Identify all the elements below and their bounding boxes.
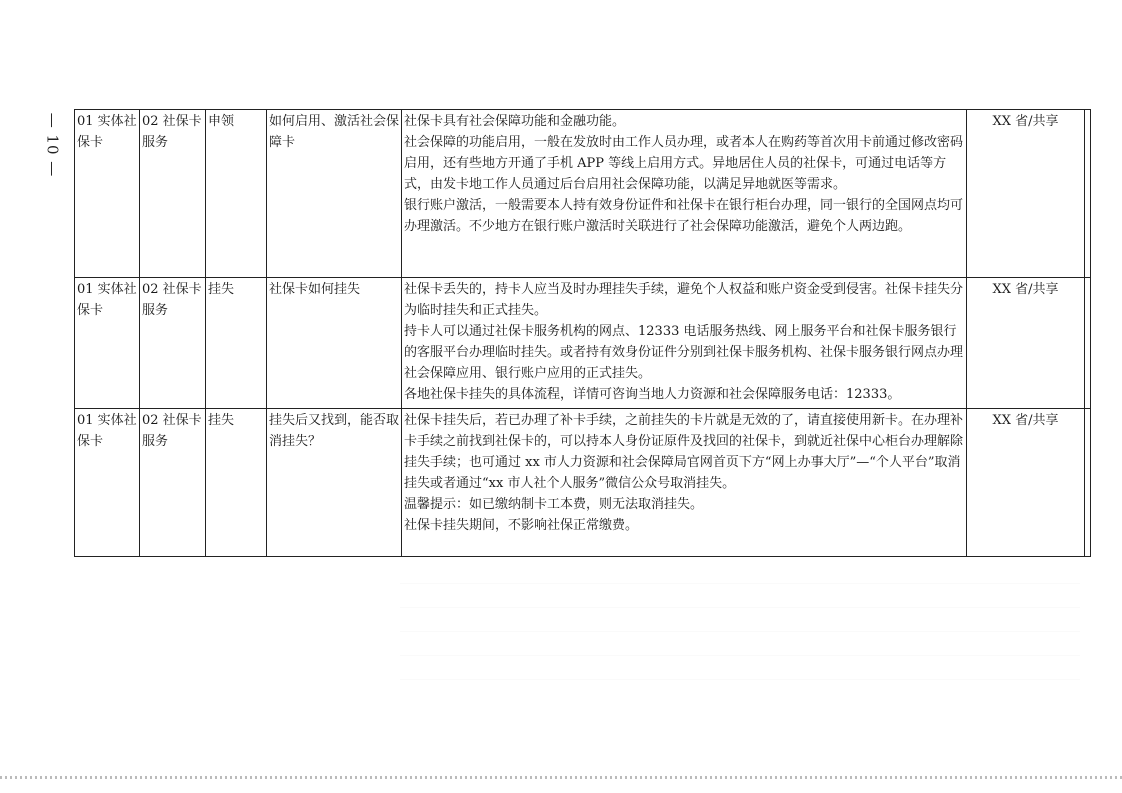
subcategory-cell: 02 社保卡服务 <box>140 409 206 557</box>
empty-cell <box>1085 110 1091 278</box>
topic-cell: 挂失 <box>206 409 267 557</box>
question-cell: 挂失后又找到，能否取消挂失？ <box>267 409 402 557</box>
topic-cell: 挂失 <box>206 278 267 409</box>
question-cell: 如何启用、激活社会保障卡 <box>267 110 402 278</box>
answer-paragraph: 社保卡挂失期间，不影响社保正常缴费。 <box>404 518 639 533</box>
subcategory-cell: 02 社保卡服务 <box>140 110 206 278</box>
source-cell: XX 省/共享 <box>967 110 1085 278</box>
faq-table <box>74 109 1091 557</box>
answer-paragraph: 社保卡挂失后，若已办理了补卡手续，之前挂失的卡片就是无效的了，请直接使用新卡。在办理补卡手续之前找到社保卡的，可以持本人身份证原件及找回的社保卡，到就近社保中心柜台办理解除挂失手续；也可通过 xx 市人力资源和社会保障局官网首页下方“网上办事大厅”—“个人平台”取消挂失或者通过“xx 市人社个人服务”微信公众号取消挂失。 <box>404 413 964 491</box>
source-cell: XX 省/共享 <box>967 278 1085 409</box>
scan-bottom-edge <box>0 776 1122 779</box>
topic-cell: 申领 <box>206 110 267 278</box>
answer-cell <box>402 110 967 278</box>
answer-paragraph: 各地社保卡挂失的具体流程，详情可咨询当地人力资源和社会保障服务电话：12333。 <box>404 387 901 402</box>
bleed-through-texture <box>400 570 1080 680</box>
answer-paragraph: 银行账户激活，一般需要本人持有效身份证件和社保卡在银行柜台办理，同一银行的全国网点均可办理激活。不少地方在银行账户激活时关联进行了社会保障功能激活，避免个人两边跑。 <box>404 198 964 234</box>
subcategory-cell: 02 社保卡服务 <box>140 278 206 409</box>
category-cell: 01 实体社保卡 <box>75 409 140 557</box>
answer-cell <box>402 278 967 409</box>
answer-paragraph: 持卡人可以通过社保卡服务机构的网点、12333 电话服务热线、网上服务平台和社保卡服务银行的客服平台办理临时挂失。或者持有效身份证件分别到社保卡服务机构、社保卡服务银行网点办理社会保障应用、银行账户应用的正式挂失。 <box>404 324 964 381</box>
table-row <box>75 409 1091 557</box>
source-cell: XX 省/共享 <box>967 409 1085 557</box>
answer-cell <box>402 409 967 557</box>
answer-paragraph: 温馨提示：如已缴纳制卡工本费，则无法取消挂失。 <box>404 497 704 512</box>
table-row <box>75 110 1091 278</box>
page-number <box>38 100 66 190</box>
answer-paragraph: 社保卡具有社会保障功能和金融功能。 <box>404 114 626 129</box>
empty-cell <box>1085 278 1091 409</box>
category-cell: 01 实体社保卡 <box>75 110 140 278</box>
category-cell: 01 实体社保卡 <box>75 278 140 409</box>
table-row <box>75 278 1091 409</box>
empty-cell <box>1085 409 1091 557</box>
question-cell: 社保卡如何挂失 <box>267 278 402 409</box>
answer-paragraph: 社保卡丢失的，持卡人应当及时办理挂失手续，避免个人权益和账户资金受到侵害。社保卡挂失分为临时挂失和正式挂失。 <box>404 282 964 318</box>
page-number-text: — 10 — <box>43 112 61 178</box>
answer-paragraph: 社会保障的功能启用，一般在发放时由工作人员办理，或者本人在购药等首次用卡前通过修改密码启用，还有些地方开通了手机 APP 等线上启用方式。异地居住人员的社保卡，可通过电话等方式，由发卡地工作人员通过后台启用社会保障功能，以满足异地就医等需求。 <box>404 135 964 192</box>
